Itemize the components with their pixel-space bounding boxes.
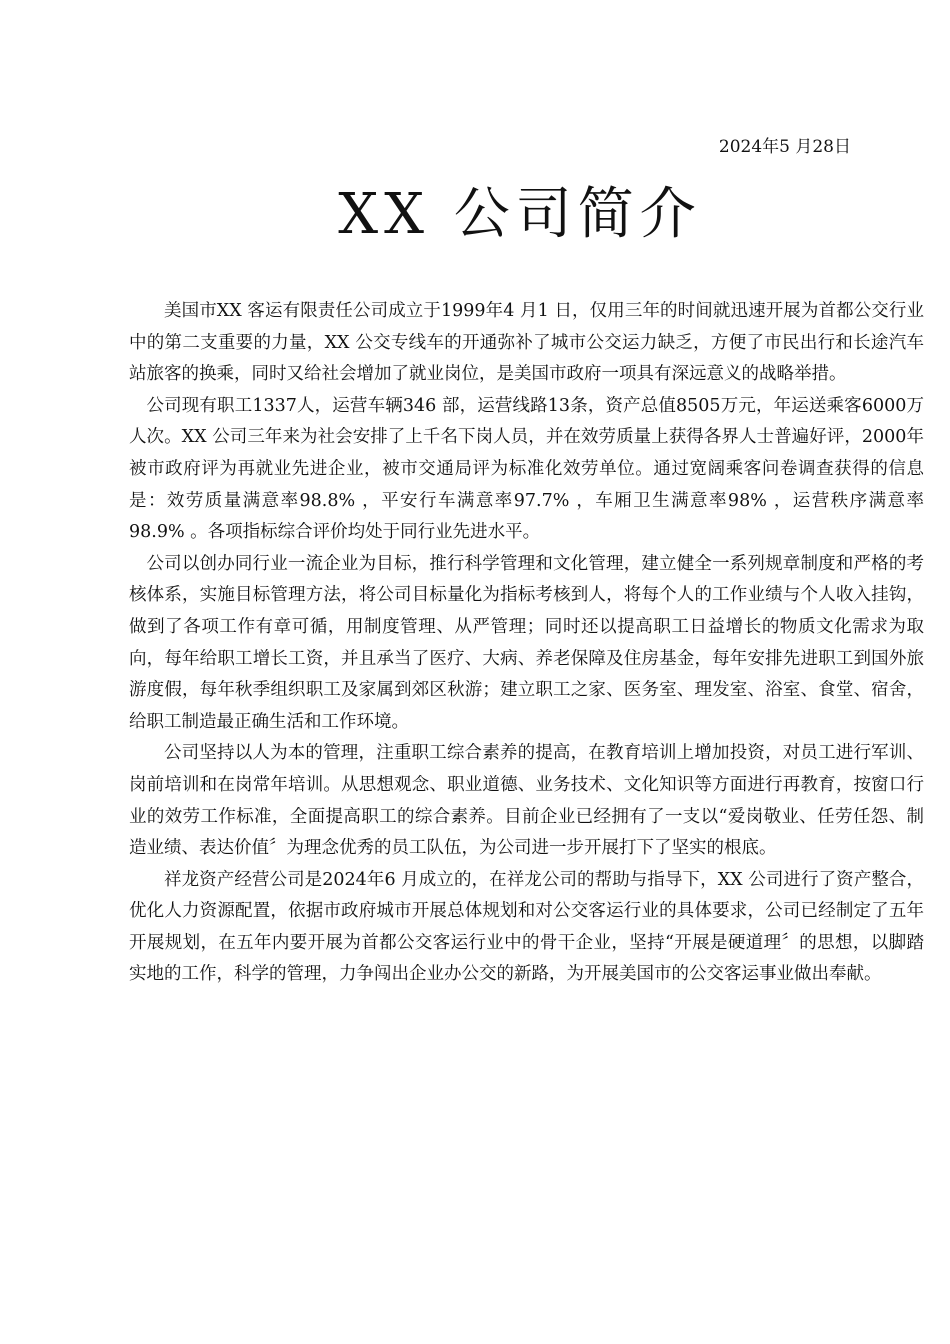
paragraph-training: 公司坚持以人为本的管理，注重职工综合素养的提高，在教育培训上增加投资，对员工进行军训、岗前培训和在岗常年培训。从思想观念、职业道德、业务技术、文化知识等方面进行再教育，按窗口行业的效劳工作标准，全面提高职工的综合素养。目前企业已经拥有了一支以“爱岗敬业、任劳任怨、制造业绩、表达价值〞为理念优秀的员工队伍，为公司进一步开展打下了坚实的根底。: [129, 743, 924, 859]
document-body: [129, 296, 924, 991]
paragraph-development: 祥龙资产经营公司是2024年6 月成立的，在祥龙公司的帮助与指导下，XX 公司进行了资产整合，优化人力资源配置，依据市政府城市开展总体规划和对公交客运行业的具体要求，公司已经制定了五年开展规划，在五年内要开展为首都公交客运行业中的骨干企业，坚持“开展是硬道理〞的思想，以脚踏实地的工作，科学的管理，力争闯出企业办公交的新路，为开展美国市的公交客运事业做出奉献。: [129, 869, 924, 985]
paragraph-scale: 公司现有职工1337人，运营车辆346 部，运营线路13条，资产总值8505万元，年运送乘客6000万人次。XX 公司三年来为社会安排了上千名下岗人员，并在效劳质量上获得各界人士普遍好评，2000年被市政府评为再就业先进企业，被市交通局评为标准化效劳单位。通过宽阔乘客问卷调查获得的信息是：效劳质量满意率98.8% ，平安行车满意率97.7% ，车厢卫生满意率98% ，运营秩序满意率98.9% 。各项指标综合评价均处于同行业先进水平。: [129, 395, 924, 543]
paragraph-founding: 美国市XX 客运有限责任公司成立于1999年4 月1 日，仅用三年的时间就迅速开展为首都公交行业中的第二支重要的力量，XX 公交专线车的开通弥补了城市公交运力缺乏，方便了市民出行和长途汽车站旅客的换乘，同时又给社会增加了就业岗位，是美国市政府一项具有深远意义的战略举措。: [129, 301, 924, 385]
document-title: XX 公司简介: [338, 182, 702, 247]
document-date: 2024年5 月28日: [718, 137, 851, 157]
paragraph-management: 公司以创办同行业一流企业为目标，推行科学管理和文化管理，建立健全一系列规章制度和严格的考核体系，实施目标管理方法，将公司目标量化为指标考核到人，将每个人的工作业绩与个人收入挂钩，做到了各项工作有章可循，用制度管理、从严管理；同时还以提高职工日益增长的物质文化需求为取向，每年给职工增长工资，并且承当了医疗、大病、养老保障及住房基金，每年安排先进职工到国外旅游度假，每年秋季组织职工及家属到郊区秋游；建立职工之家、医务室、理发室、浴室、食堂、宿舍，给职工制造最正确生活和工作环境。: [129, 553, 924, 732]
